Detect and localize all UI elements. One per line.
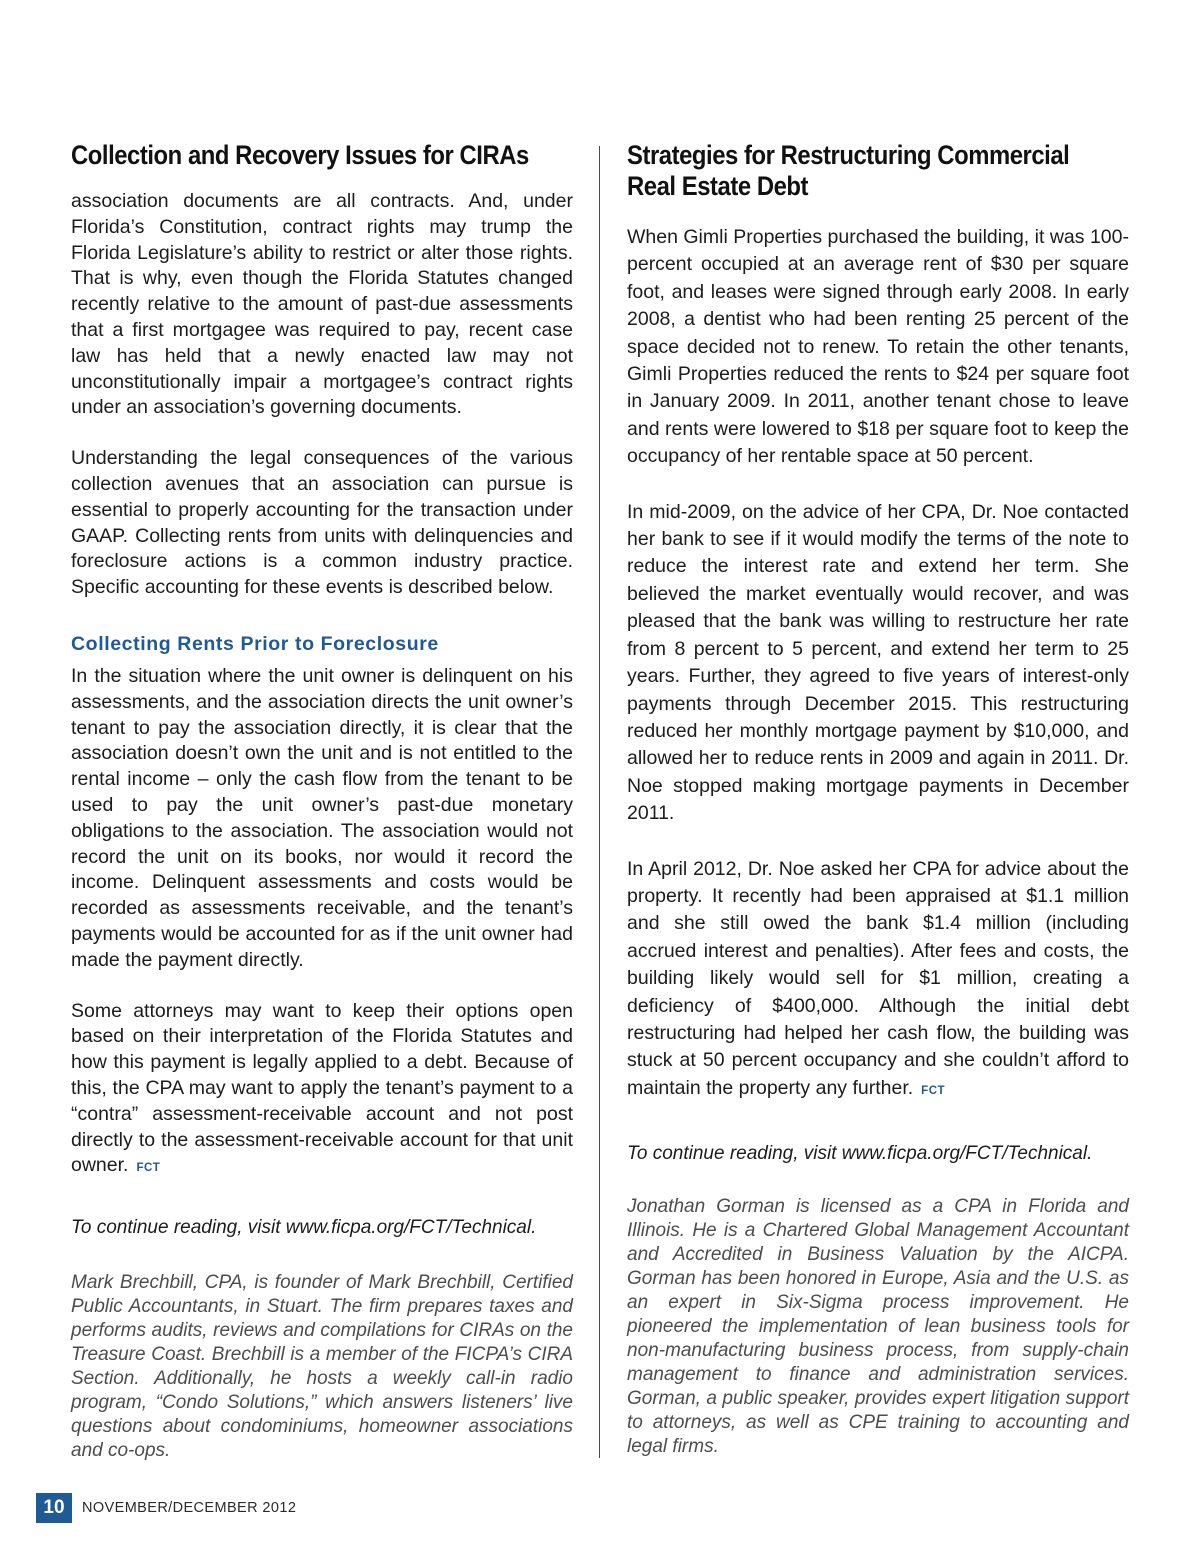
left-column: [71, 140, 573, 1463]
right-article-title: [627, 140, 1079, 202]
column-divider: [599, 146, 600, 1458]
right-paragraph-3: [627, 856, 1129, 1106]
right-fct-end-mark: FCT: [921, 1084, 946, 1097]
left-paragraph-4: [71, 999, 573, 1183]
left-paragraph-4-text: Some attorneys may want to keep their options open based on their interpretation of the Florida Statutes and how this payment is legally applied to a debt. Because of this, the CPA may want to apply the tenant’s payment to a “contra” assessment-receivable account and not post directly to the assessment-receivable account for that unit owner.: [71, 999, 573, 1177]
right-paragraph-1: When Gimli Properties purchased the building, it was 100-percent occupied at an average rent of $30 per square foot, and leases were signed through early 2008. In early 2008, a dentist who had been renting 25 percent of the space decided not to renew. To retain the other tenants, Gimli Properties reduced the rents to $24 per square foot in January 2009. In 2011, another tenant chose to leave and rents were lowered to $18 per square foot to keep the occupancy of her rentable space at 50 percent.: [627, 226, 1129, 468]
left-subheading: Collecting Rents Prior to Foreclosure: [71, 632, 439, 655]
left-author-bio: Mark Brechbill, CPA, is founder of Mark Brechbill, Certified Public Accountants, in Stuart. The firm prepares taxes and performs audits, reviews and compilations for CIRAs on the Treasure Coast. Brechbill is a member of the FICPA’s CIRA Section. Additionally, he hosts a weekly call-in radio program, “Condo Solutions,” which answers listeners’ live questions about condominiums, homeowner associations and co-ops.: [71, 1272, 573, 1462]
right-paragraph-2: In mid-2009, on the advice of her CPA, Dr. Noe contacted her bank to see if it would modify the terms of the note to reduce the interest rate and extend her term. She believed the market eventually would recover, and was pleased that the bank was willing to restructure her rate from 8 percent to 5 percent, and extend her term to 25 years. Further, they agreed to five years of interest-only payments through December 2015. This restructuring reduced her monthly mortgage payment by $10,000, and allowed her to reduce rents in 2009 and again in 2011. Dr. Noe stopped making mortgage payments in December 2011.: [627, 500, 1129, 825]
issue-date: NOVEMBER/DECEMBER 2012: [82, 1500, 297, 1516]
left-fct-end-mark: FCT: [136, 1162, 161, 1175]
left-paragraph-2: Understanding the legal consequences of the various collection avenues that an association can pursue is essential to properly accounting for the transaction under GAAP. Collecting rents from units with delinquencies and foreclosure actions is a common industry practice. Specific accounting for these events is described below.: [71, 447, 573, 599]
left-article-title: Collection and Recovery Issues for CIRAs: [71, 140, 529, 170]
right-author-bio: Jonathan Gorman is licensed as a CPA in Florida and Illinois. He is a Chartered Global Management Accountant and Accredited in Business Valuation by the AICPA. Gorman has been honored in Europe, Asia and the U.S. as an expert in Six-Sigma process improvement. He pioneered the implementation of lean business tools for non-manufacturing business process, from supply-chain management to finance and administration services. Gorman, a public speaker, provides expert litigation support to attorneys, as well as CPE training to accounting and legal firms.: [627, 1196, 1129, 1458]
page-number: 10: [36, 1493, 72, 1523]
left-paragraph-3: In the situation where the unit owner is delinquent on his assessments, and the association directs the unit owner’s tenant to pay the association directly, it is clear that the association doesn’t own the unit and is not entitled to the rental income – only the cash flow from the tenant to be used to pay the unit owner’s past-due monetary obligations to the association. The association would not record the unit on its books, nor would it record the income. Delinquent assessments and costs would be recorded as assessments receivable, and the tenant’s payments would be accounted for as if the unit owner had made the payment directly.: [71, 664, 573, 971]
right-paragraph-3-text: In April 2012, Dr. Noe asked her CPA for advice about the property. It recently had been appraised at $1.1 million and she still owed the bank $1.4 million (including accrued interest and penalties). After fees and costs, the building likely would sell for $1 million, creating a deficiency of $400,000. Although the initial debt restructuring had helped her cash flow, the building was stuck at 50 percent occupancy and she couldn’t afford to maintain the property any further.: [627, 857, 1129, 1099]
right-continue-reading: To continue reading, visit www.ficpa.org/FCT/Technical.: [627, 1143, 1093, 1165]
right-column: [627, 140, 1129, 1459]
left-paragraph-1: association documents are all contracts. And, under Florida’s Constitution, contract rights may trump the Florida Legislature’s ability to restrict or alter those rights. That is why, even though the Florida Statutes changed recently relative to the amount of past-due assessments that a first mortgagee was required to pay, recent case law has held that a newly enacted law may not unconstitutionally impair a mortgagee’s contract rights under an association’s governing documents.: [71, 190, 573, 419]
left-continue-reading: To continue reading, visit www.ficpa.org/FCT/Technical.: [71, 1217, 537, 1239]
page-footer: [36, 1493, 296, 1523]
right-title-line-2: Real Estate Debt: [627, 171, 809, 201]
right-title-line-1: Strategies for Restructuring Commercial: [627, 140, 1070, 170]
